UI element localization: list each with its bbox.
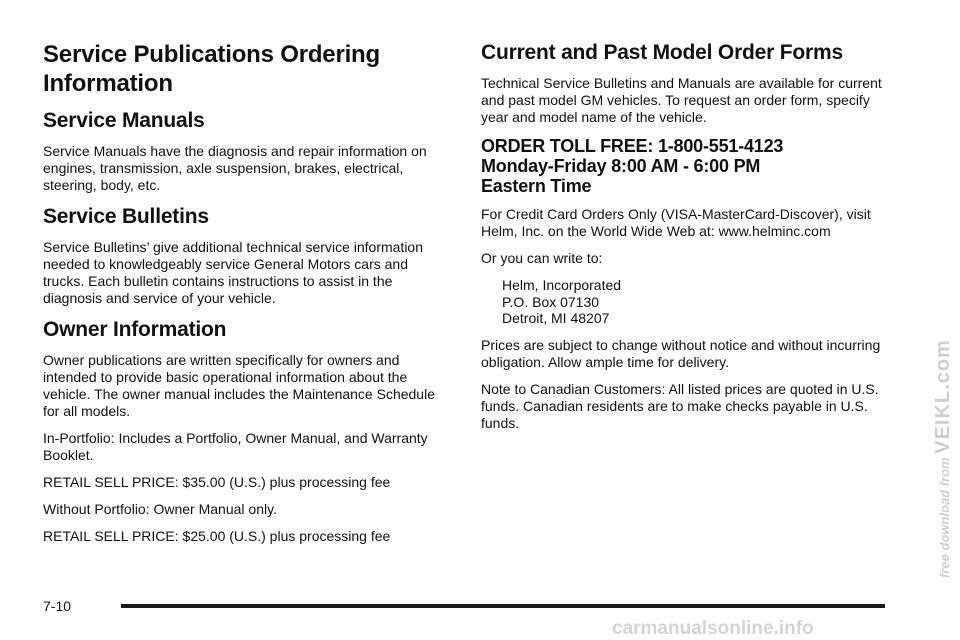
order-forms-heading: Current and Past Model Order Forms	[481, 41, 843, 64]
address-line-city: Detroit, MI 48207	[502, 310, 610, 327]
order-timezone-line: Eastern Time	[481, 176, 592, 196]
in-portfolio-text: In-Portfolio: Includes a Portfolio, Owner Manual, and Warranty Booklet.	[43, 430, 428, 463]
side-watermark	[932, 308, 955, 578]
page-title: Service Publications Ordering Information	[43, 41, 380, 97]
owner-information-text: Owner publications are written specifically for owners and intended to provide basic operational information about the vehicle. The owner manual includes the Maintenance Schedule for all models.	[43, 352, 435, 419]
service-manuals-heading: Service Manuals	[43, 109, 205, 132]
address-line-name: Helm, Incorporated	[502, 277, 622, 293]
retail-price-without-portfolio: RETAIL SELL PRICE: $25.00 (U.S.) plus processing fee	[43, 528, 391, 544]
order-forms-text: Technical Service Bulletins and Manuals are available for current and past model GM vehicles. To request an order form, specify year and model name of the vehicle.	[481, 75, 882, 125]
owner-information-heading: Owner Information	[43, 318, 227, 341]
footer-rule	[121, 604, 885, 608]
page-number: 7-10	[43, 598, 72, 614]
mailing-address	[481, 277, 891, 327]
service-manuals-text: Service Manuals have the diagnosis and repair information on engines, transmission, axle suspension, brakes, electrical, steering, body, etc.	[43, 143, 427, 193]
right-column	[481, 40, 891, 442]
service-bulletins-heading: Service Bulletins	[43, 205, 209, 228]
service-bulletins-text: Service Bulletins’ give additional technical service information needed to knowledgeably service General Motors cars and trucks. Each bulletin contains instructions to assist in the diagnosis and service of your vehicle.	[43, 239, 424, 306]
order-phone-block	[481, 136, 891, 196]
left-column	[43, 40, 453, 555]
prices-notice-text: Prices are subject to change without notice and without incurring obligation. Allow ample time for delivery.	[481, 337, 881, 371]
canadian-customers-text: Note to Canadian Customers: All listed prices are quoted in U.S. funds. Canadian residents are to make checks payable in U.S. funds.	[481, 381, 879, 432]
address-line-box: P.O. Box 07130	[502, 293, 600, 310]
bottom-watermark: carmanualsonline.info	[612, 618, 814, 639]
without-portfolio-text: Without Portfolio: Owner Manual only.	[43, 501, 277, 517]
side-watermark-prefix: free download from	[937, 457, 952, 578]
write-to-text: Or you can write to:	[481, 250, 603, 266]
side-watermark-brand: VEIKL.com	[932, 339, 954, 454]
credit-card-orders-text: For Credit Card Orders Only (VISA-MasterCard-Discover), visit Helm, Inc. on the World Wide Web at: www.helminc.com	[481, 206, 871, 239]
order-toll-free-line: ORDER TOLL FREE: 1-800-551-4123	[481, 136, 784, 156]
retail-price-portfolio: RETAIL SELL PRICE: $35.00 (U.S.) plus processing fee	[43, 474, 391, 490]
order-hours-line: Monday-Friday 8:00 AM - 6:00 PM	[481, 156, 761, 176]
